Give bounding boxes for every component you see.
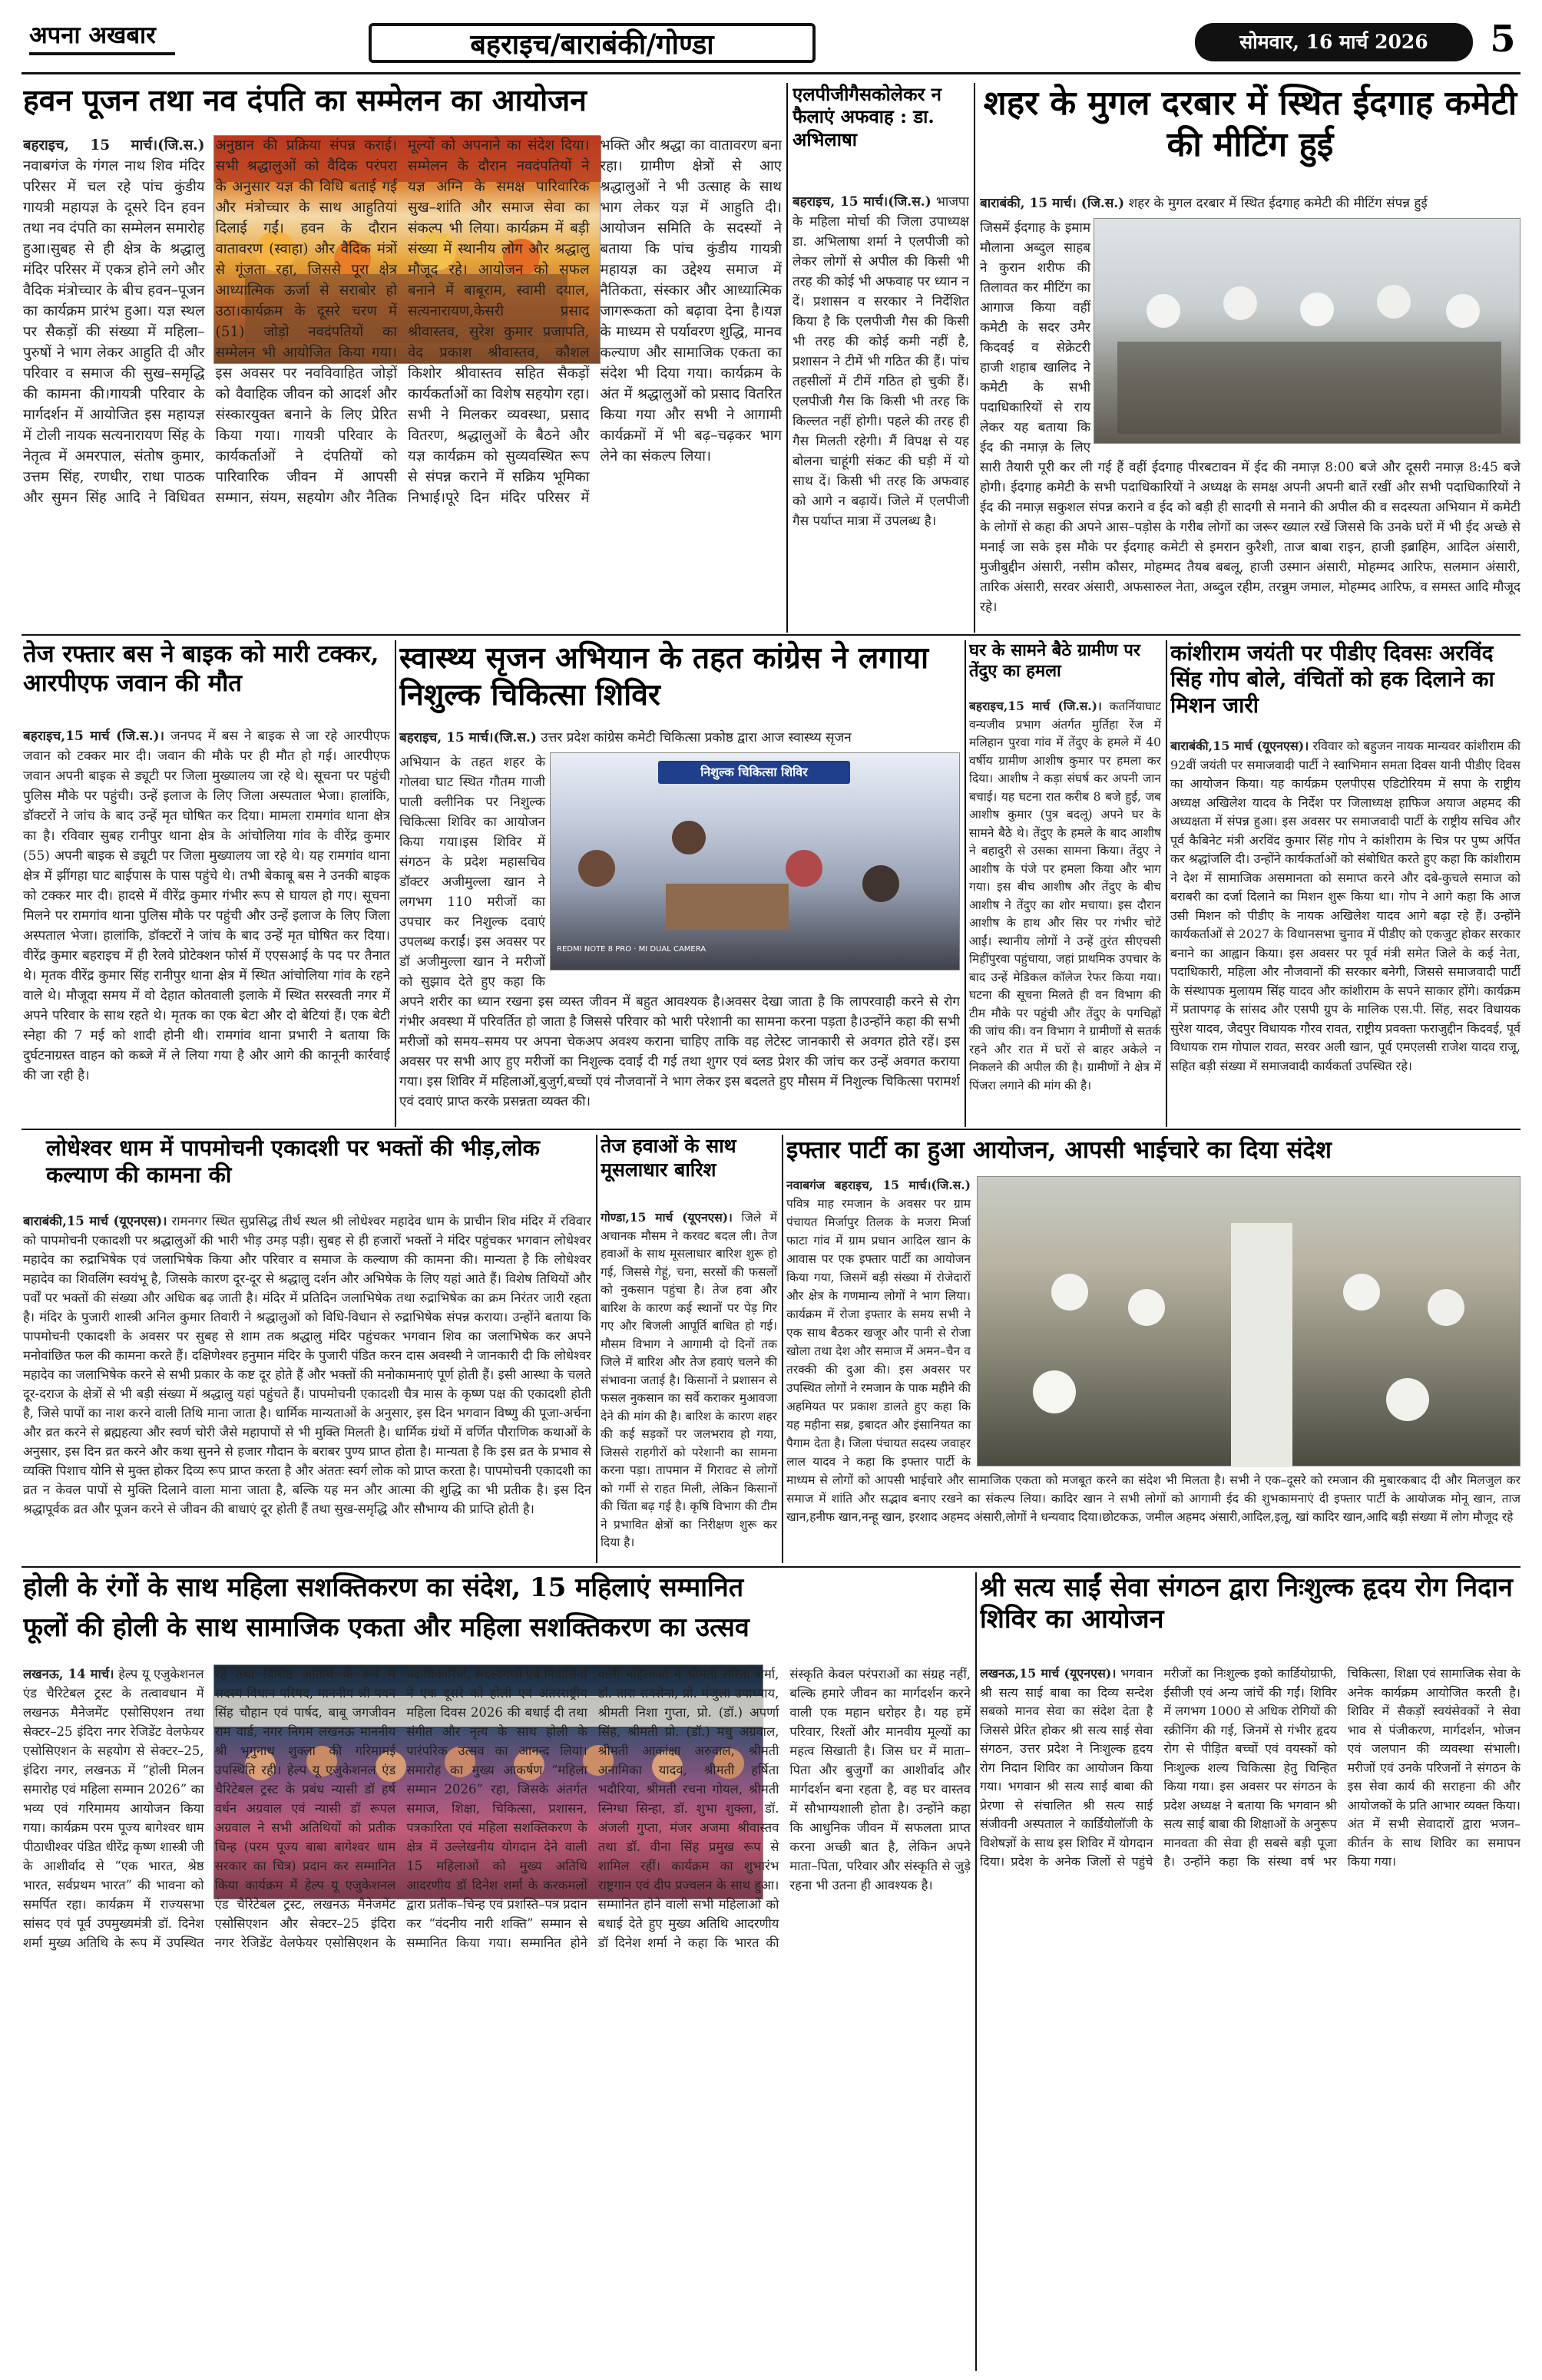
eidgah-lead xyxy=(980,193,1520,215)
havan-text: नवाबगंज के गंगल नाथ शिव मंदिर परिसर में चल रहे पांच कुंडीय गायत्री महायज्ञ के दूसरे दिन हवन तथा नव दंपति का सम्मेलन समारोह हुआ।सुबह से ही क्षेत्र के श्रद्धालु मंदिर परिसर में एकत्र होने लगे और वैदिक मंत्रोच्चार के बीच हवन–पूजन का कार्यक्रम प्रारंभ हुआ। यज्ञ स्थल पर सैकड़ों की संख्या में महिला–पुरुषों ने भाग लेकर आहुति दी और परिवार व समाज की सुख–समृद्धि की कामना की।गायत्री परिवार के मार्गदर्शन में आयोजित इस महायज्ञ में टोली नायक सत्यनारायण सिंह के नेतृत्व में अमरपाल, संतोष कुमार, उत्तम सिंह, रणधीर, राधा पाठक और सुमन सिंह आदि ने विधिवत अनुष्ठान की प्रक्रिया संपन्न कराई। सभी श्रद्धालुओं को वैदिक परंपरा के अनुसार यज्ञ की विधि बताई गई और मंत्रोच्चार के साथ आहुतियां दिलाई गईं। हवन के दौरान वातावरण (स्वाहा) और वैदिक मंत्रों से गूंजता रहा, जिससे पूरा क्षेत्र आध्यात्मिक ऊर्जा से सराबोर हो उठा।कार्यक्रम के दूसरे चरण में (51) जोड़ो नवदंपतियों का सम्मेलन भी आयोजित किया गया। इस अवसर पर नवविवाहित जोड़ों को वैवाहिक जीवन को आदर्श और संस्कारयुक्त बनाने के लिए प्रेरित किया गया। गायत्री परिवार के कार्यकर्ताओं ने दंपतियों को पारिवारिक जीवन में आपसी सम्मान, संयम, सहयोग और नैतिक मूल्यों को अपनाने का संदेश दिया। सम्मेलन के दौरान नवदंपतियों ने यज्ञ अग्नि के समक्ष पारिवारिक सुख–शांति और समाज सेवा का संकल्प भी लिया। कार्यक्रम में बड़ी संख्या में स्थानीय लोग और श्रद्धालु मौजूद रहे। आयोजन को सफल बनाने में बाबूराम, स्वामी दयाल, सत्यनारायण,केसरी प्रसाद श्रीवास्तव, सुरेश कुमार प्रजापति, वेद प्रकाश श्रीवास्तव, कौशल किशोर श्रीवास्तव सहित सैकड़ों कार्यकर्ताओं का विशेष सहयोग रहा। सभी ने मिलकर व्यवस्था, प्रसाद वितरण, श्रद्धालुओं के बैठने और यज्ञ कार्यक्रम को सुव्यवस्थित रूप से संपन्न कराने में सक्रिय भूमिका निभाई।पूरे दिन मंदिर परिसर में भक्ति और श्रद्धा का वातावरण बना रहा। ग्रामीण क्षेत्रों से आए श्रद्धालुओं ने भी उत्साह के साथ भाग लेकर यज्ञ में आहुति दी। आयोजन समिति के सदस्यों ने बताया कि पांच कुंडीय गायत्री महायज्ञ का उद्देश्य समाज में नैतिकता, संस्कार और आध्यात्मिक जागरूकता को बढ़ावा देना है।यज्ञ के माध्यम से पर्यावरण शुद्धि, मानव कल्याण और सामाजिक एकता का संदेश भी दिया गया। कार्यक्रम के अंत में श्रद्धालुओं को प्रसाद वितरित किया गया और सभी ने आगामी कार्यक्रमों में भी बढ़–चढ़कर भाग लेने का संकल्प लिया। xyxy=(23,137,782,506)
congress-lead xyxy=(399,728,960,749)
eidgah-lead-text: शहर के मुगल दरबार में स्थित ईदगाह कमेटी की मीटिंग संपन्न हुई xyxy=(1128,196,1428,211)
edition-title: बहराइच/बाराबंकी/गोण्डा xyxy=(369,23,816,63)
kanshiram-dateline: बाराबंकी,15 मार्च (यूएनएस)। xyxy=(1170,739,1309,753)
saibaba-headline: श्री सत्य साईं सेवा संगठन द्वारा निःशुल्क हृदय रोग निदान शिविर का आयोजन xyxy=(980,1572,1513,1635)
havan-photo-mask xyxy=(207,131,608,370)
row1-rule xyxy=(22,634,1520,636)
kanshiram-body xyxy=(1170,737,1520,1126)
holi-subheadline: फूलों की होली के साथ सामाजिक एकता और महिला सशक्तिकरण का उत्सव xyxy=(23,1612,749,1643)
saibaba-dateline: लखनऊ,15 मार्च (यूएनएस)। xyxy=(980,1666,1117,1681)
kanshiram-text: रविवार को बहुजन नायक मान्यवर कांशीराम की 92वीं जयंती पर समाजवादी पार्टी ने स्वाभिमान समता दिवस यानी पीडीए दिवस का आयोजन किया। यह कार्यक्रम एलपीएस एडिटोरियम में सपा के राष्ट्रीय अध्यक्ष अखिलेश यादव के निर्देश पर जिलाध्यक्ष हाफिज अयाज अहमद की अध्यक्षता में संपन्न हुआ। इस अवसर पर समाजवादी पार्टी के राष्ट्रीय सचिव और पूर्व कैबिनेट मंत्री अरविंद कुमार सिंह गोप ने कांशीराम के चित्र पर पुष्प अर्पित कर श्रद्धांजलि दी। उन्होंने कार्यकर्ताओं को संबोधित करते हुए कहा कि कांशीराम ने देश में सामाजिक असमानता को समाप्त करने और दबे-कुचले समाज को बराबरी का दर्जा दिलाने का मिशन शुरू किया था। गोप ने आगे कहा कि आज उसी मिशन को पीडीए के नायक अखिलेश यादव आगे बढ़ा रहे हैं। उन्होंने कार्यकर्ताओं से 2027 के विधानसभा चुनाव में पीडीए को एकजुट होकर सरकार बनाने का आह्वान किया। इस अवसर पर पूर्व मंत्री समेत जिले के कई नेता, पदाधिकारी, महिला और नौजवानों की सरकार बनेगी, जिससे समाजवादी पार्टी के संस्थापक मुलायम सिंह यादव और कांशीराम के सपने साकार होंगे। कार्यक्रम में प्रतापगढ़ के सांसद और एसपी ग्रुप के मालिक एस.पी. सिंह, सदर विधायक सुरेश यादव, जैदपुर विधायक गौरव रावत, राष्ट्रीय प्रवक्ता फराजुद्दीन किदवई, पूर्व विधायक राम गोपाल रावत, सरवर अली खान, पूर्व एमएलसी राजेश यादव राजू, सहित बड़ी संख्या में समाजवादी कार्यकर्ता उपस्थित रहे। xyxy=(1170,739,1520,1073)
rain-body xyxy=(601,1208,777,1557)
rain-headline: तेज हवाओं के साथ मूसलाधार बारिश xyxy=(601,1135,736,1181)
lpg-body xyxy=(793,192,969,626)
iftar-text: पवित्र माह रमजान के अवसर पर ग्राम पंचायत मिर्जापुर तिलक के मजरा मिर्जा फाटा गांव में ग्राम प्रधान आदिल खान के आवास पर एक इफ्तार पार्टी का आयोजन किया गया, जिसमें बड़ी संख्या में रोजेदारों और क्षेत्र के गणमान्य लोगों ने भाग लिया। कार्यक्रम में रोजा इफ्तार के समय सभी ने एक साथ बैठकर खजूर और पानी से रोजा खोला तथा देश और समाज में अमन–चैन व तरक्की की दुआ की। इस अवसर पर उपस्थित लोगों ने रमजान के पाक महीने की अहमियत पर प्रकाश डालते हुए कहा कि यह महीना सब्र, इबादत और इंसानियत का पैगाम देता है। जिला पंचायत सदस्य जवाहर लाल यादव ने कहा कि इफ्तार पार्टी के माध्यम से लोगों को आपसी भाईचारे और सामाजिक एकता को मजबूत करने का संदेश भी मिलता है। सभी ने एक–दूसरे को रमजान की मुबारकबाद दी और मिलजुल कर समाज में शांति और सद्भाव बनाए रखने का संकल्प लिया। कादिर खान ने सभी लोगों को आगामी ईद की शुभकामनाएं दी इफ्तार पार्टी के आयोजक मोनू खान, ताज खान,हनीफ खान,नन्हू खान, इरशाद अहमद अंसारी,लोगों ने धन्यवाद दिया।छोटकऊ, जमील अहमद अंसारी,आदिल,इलू, खां कादिर खान,आदि बड़ी संख्या में लोग मौजूद रहे xyxy=(786,1197,1520,1524)
lodheshwar-headline: लोधेश्वर धाम में पापमोचनी एकादशी पर भक्तों की भीड़,लोक कल्याण की कामना की xyxy=(46,1135,540,1188)
iftar-body xyxy=(786,1176,1520,1557)
bus-text: जनपद में बस ने बाइक से जा रहे आरपीएफ जवान को टक्कर मार दी। जवान की मौके पर ही मौत हो गई। आरपीएफ जवान अपनी बाइक से ड्यूटी पर जिला मुख्यालय जा रहे थे। सूचना पर पहुंची पुलिस मौके पर पहुंची। उन्हें इलाज के लिए जिला अस्पताल भेजा। हालांकि, डॉक्टरों ने जांच के बाद उन्हें मृत घोषित कर दिया। मामला रामगांव थाना क्षेत्र का है। रविवार सुबह रानीपुर थाना क्षेत्र के आंचोलिया गांव के वीरेंद्र कुमार (55) अपनी बाइक से ड्यूटी पर जिला मुख्यालय जा रहे थे। यह रामगांव थाना क्षेत्र में झींगहा घाट बाईपास के पास पहुंचे थे। तभी बेकाबू बस ने उनकी बाइक को टक्कर मार दी। हादसे में वीरेंद्र कुमार गंभीर रूप से घायल हो गए। सूचना मिलने पर रामगांव थाना पुलिस मौके पर पहुंची और उन्हें इलाज के लिए जिला अस्पताल भेजा। हालांकि, डॉक्टरों ने जांच के बाद उन्हें मृत घोषित कर दिया। वीरेंद्र कुमार बहराइच में ही रेलवे प्रोटेक्शन फोर्स में एएसआई के पद पर तैनात थे। मृतक वीरेंद्र कुमार सिंह रानीपुर थाना क्षेत्र में स्थित आंचोलिया गांव के रहने वाले थे। मौजूदा समय में वो देहात कोतवाली इलाके में स्थित सरस्वती नगर में अपने परिवार के साथ रहते थे। मृतक का एक बेटा और दो बेटियां हैं। एक बेटी स्नेहा की 7 मई को शादी होनी थी। रामगांव थाना प्रभारी ने बताया कि दुर्घटनाग्रस्त वाहन को कब्जे में ले लिया गया है और आगे की कानूनी कार्रवाई की जा रही है। xyxy=(23,729,390,1083)
kanshiram-headline: कांशीराम जयंती पर पीडीए दिवसः अरविंद सिंह गोप बोले, वंचितों को हक दिलाने का मिशन जारी xyxy=(1170,640,1494,719)
tendua-body xyxy=(969,697,1161,1126)
tendua-text: कतर्नियाघाट वन्यजीव प्रभाग अंतर्गत मुर्तिहा रेंज में मलिहान पुरवा गांव में तेंदुए के हमले में 40 वर्षीय ग्रामीण आशीष कुमार पर हमला कर दिया। आशीष ने कड़ा संघर्ष कर अपनी जान बचाई। यह घटना रात करीब 8 बजे हुई, जब आशीष कुमार (पुत्र बदलू) अपने घर के सामने बैठे थे। तेंदुए के हमले के बाद आशीष ने बहादुरी से उसका सामना किया। तेंदुए ने आशीष के पंजे पर हमला किया और भाग गया। इस बीच आशीष और तेंदुए के बीच आशीष ने तेंदुए का शोर मचाया। इस दौरान आशीष के हाथ और सिर पर गंभीर चोटें आईं। स्थानीय लोगों ने उन्हें तुरंत सीएचसी मिहींपुरवा पहुंचाया, जहां प्राथमिक उपचार के बाद उन्हें मेडिकल कॉलेज रेफर किया गया। घटना की सूचना मिलते ही वन विभाग की टीम मौके पर पहुंची और तेंदुए के पगचिह्नों की जांच की। वन विभाग ने ग्रामीणों से सतर्क रहने और रात में घरों से बाहर अकेले न निकलने की अपील की है। ग्रामीणों ने क्षेत्र में पिंजरा लगाने की मांग की है। xyxy=(969,699,1161,1092)
rain-dateline: गोण्डा,15 मार्च (यूएनएस)। xyxy=(601,1210,733,1225)
congress-headline: स्वास्थ्य सृजन अभियान के तहत कांग्रेस ने लगाया निशुल्क चिकित्सा शिविर xyxy=(399,640,929,712)
divider-rain-iftar xyxy=(782,1135,783,1563)
divider-bus-congress xyxy=(395,640,396,1127)
iftar-dateline: नवाबगंज बहराइच, 15 मार्च।(जि.स.) xyxy=(786,1178,971,1192)
holi-dateline: लखनऊ, 14 मार्च। xyxy=(23,1667,114,1681)
eidgah-text: जिसमें ईदगाह के इमाम मौलाना अब्दुल साहब ने कुरान शरीफ की तिलावत कर मीटिंग का आगाज किया वहीं कमेटी के सदर उमैर किदवई व सेक्रेटरी हाजी शहाब खालिद ने कमेटी के सभी पदाधिकारियों से राय लेकर यह बताया कि ईद की नमाज़ के लिए सारी तैयारी पूरी कर ली गई हैं वहीं ईदगाह पीरबटावन में ईद की नमाज़ 8:00 बजे और दूसरी नमाज़ 8:45 बजे होगी। ईदगाह कमेटी के सभी पदाधिकारियों ने अध्यक्ष के समक्ष अपनी अपनी बातें रखीं और सभी पदाधिकारियों ने ईद की नमाज़ सकुशल संपन्न कराने व ईद को बड़ी ही सादगी से मनाने की अपील की व सदस्यता अभियान में कमेटी के लोगों से कहा की अपने आस–पड़ोस के गरीब लोगों का जरूर ख्याल रखें जिससे कि उनके घरों में भी ईद अच्छे से मनाई जा सके इस मौके पर ईदगाह कमेटी से इमरान कुरैशी, ताज बाबा राइन, हाजी इब्राहिम, आदिल अंसारी, मुजीबुद्दीन अंसारी, नसीम कौसर, मोहम्मद तैयब बबलू, हाजी उस्मान अंसारी, मोहम्मद आरिफ, सलमान अंसारी, तारिक अंसारी, सरवर अंसारी, अफसारुल नेता, अब्दुल रहीम, तरन्नुम जमाल, मोहम्मद आरिफ, व समस्त आदि मौजूद रहे। xyxy=(980,220,1520,615)
iftar-photo-spacer xyxy=(971,1176,1520,1471)
congress-photo-banner: निशुल्क चिकित्सा शिविर xyxy=(658,761,850,784)
saibaba-body xyxy=(980,1664,1520,2369)
bus-body xyxy=(23,726,390,1126)
congress-lead-text: उत्तर प्रदेश कांग्रेस कमेटी चिकित्सा प्रकोष्ठ द्वारा आज स्वास्थ्य सृजन xyxy=(541,730,852,745)
issue-date: सोमवार, 16 मार्च 2026 xyxy=(1195,23,1473,61)
divider-lpg-eidgah xyxy=(974,83,975,633)
iftar-headline: इफ्तार पार्टी का हुआ आयोजन, आपसी भाईचारे का दिया संदेश xyxy=(786,1136,1332,1164)
havan-dateline: बहराइच, 15 मार्च।(जि.स.) xyxy=(23,137,205,154)
bus-headline: तेज रफ्तार बस ने बाइक को मारी टक्कर, आरपीएफ जवान की मौत xyxy=(23,640,379,697)
lpg-text: भाजपा के महिला मोर्चा की जिला उपाध्यक्ष डा. अभिलाषा शर्मा ने एलपीजी को लेकर लोगों से अपील की किसी भी तरह की कोई भी अफवाह पर ध्यान न दें। प्रशासन व सरकार ने निर्देशित किया है कि एलपीजी गैस की किसी भी तरह की कोई कमी नहीं है, प्रशासन ने टीमें भी गठित की हैं। पांच तहसीलों में टीमें गठित हो चुकी हैं। एलपीजी गैस कि किसी भी तरह कि किल्लत नहीं होगी। पहले की तरह ही गैस मिलती रहेगी। मैं विपक्ष से यह बोलना चाहूंगी संकट की घड़ी में यो साथ दें। किसी भी तरह कि अफवाह को आगे न बढ़ायें। जिले में एलपीजी गैस पर्याप्त मात्रा में उपलब्ध है। xyxy=(793,194,969,529)
holi-body xyxy=(23,1664,971,2369)
divider-congress-tendua xyxy=(965,640,966,1127)
divider-tendua-kanshiram xyxy=(1166,640,1167,1127)
eidgah-photo-spacer xyxy=(1090,218,1520,448)
congress-photo-spacer xyxy=(545,752,960,975)
eidgah-body xyxy=(980,218,1520,626)
holi-headline: होली के रंगों के साथ महिला सशक्तिकरण का संदेश, 15 महिलाएं सम्मानित xyxy=(23,1572,744,1603)
row3-rule xyxy=(22,1566,1520,1568)
eidgah-dateline: बाराबंकी, 15 मार्च। (जि.स.) xyxy=(980,196,1125,211)
masthead-rule xyxy=(22,72,1520,74)
congress-text: अभियान के तहत शहर के गोलवा घाट स्थित गौतम गाजी पाली क्लीनिक पर निशुल्क चिकित्सा शिविर का आयोजन किया गया।इस शिविर में संगठन के प्रदेश महासचिव डॉक्टर अजीमुल्ला खान ने लगभग 110 मरीजों का उपचार कर निशुल्क दवाएं उपलब्ध कराईं। इस अवसर पर डॉ अजीमुल्ला खान ने मरीजों को सुझाव देते हुए कहा कि अपने शरीर का ध्यान रखना इस व्यस्त जीवन में बहुत आवश्यक है।अवसर देखा जाता है कि लापरवाही करने से रोग गंभीर अवस्था में परिवर्तित हो जाता है जिससे परिवार को भारी परेशानी का सामना करना पड़ता है।उन्होंने कहा की सभी मरीजों को समय–समय पर अपना चेकअप अवश्य कराना चाहिए ताकि वह लेटेस्ट जानकारी से अवगत होते रहें। इस अवसर पर सभी आए हुए मरीजों का निशुल्क दवाई दी गई तथा शुगर एवं ब्लड प्रेशर की जांच कर उन्हें अवगत कराया गया। इस शिविर में महिलाओं,बुजुर्ग,बच्चों एवं नौजवानों ने भाग लेकर इस बदलते हुए मौसम में निशुल्क चिकित्सा परामर्श एवं दवाएं प्राप्त करके प्रसन्नता व्यक्त की। xyxy=(399,755,960,1109)
saibaba-text: भगवान श्री सत्य साई बाबा का दिव्य सन्देश सबको मानव सेवा का संदेश देता है जिससे प्रेरित होकर श्री सत्य साई सेवा संगठन, उत्तर प्रदेश ने निःशुल्क हृदय रोग निदान शिविर का आयोजन किया गया। भगवान श्री सत्य साई बाबा की प्रेरणा से संचालित श्री सत्य साई संजीवनी अस्पताल ने कार्डियोलॉजी के विशेषज्ञों के साथ इस शिविर में योगदान दिया। प्रदेश के अनेक जिलों से पहुंचे मरीजों का निःशुल्क इको कार्डियोग्राफी, ईसीजी एवं अन्य जांचें की गईं। शिविर में लगभग 1000 से अधिक रोगियों की स्क्रीनिंग की गई, जिनमें से गंभीर हृदय रोग से पीड़ित बच्चों एवं वयस्कों को निःशुल्क शल्य चिकित्सा हेतु चिन्हित किया गया। इस अवसर पर संगठन के प्रदेश अध्यक्ष ने बताया कि भगवान श्री सत्य साई बाबा की शिक्षाओं के अनुरूप मानवता की सेवा ही सबसे बड़ी पूजा है। उन्होंने कहा कि संस्था वर्ष भर चिकित्सा, शिक्षा एवं सामाजिक सेवा के अनेक कार्यक्रम आयोजित करती है। शिविर में सैकड़ों स्वयंसेवकों ने सेवा भाव से पंजीकरण, मार्गदर्शन, भोजन एवं जलपान की व्यवस्था संभाली। मरीजों एवं उनके परिजनों ने संगठन के इस सेवा कार्य की सराहना की और आयोजकों के प्रति आभार व्यक्त किया। अंत में सभी सेवादारों द्वारा भजन–कीर्तन के साथ शिविर का समापन किया गया। xyxy=(980,1666,1520,1869)
row2-rule xyxy=(22,1129,1520,1130)
lpg-dateline: बहराइच, 15 मार्च।(जि.स.) xyxy=(793,194,931,210)
tendua-dateline: बहराइच,15 मार्च (जि.स.)। xyxy=(969,699,1102,713)
divider-holi-saibaba xyxy=(975,1572,977,2371)
paper-name: अपना अखबार xyxy=(29,21,175,55)
lodheshwar-dateline: बाराबंकी,15 मार्च (यूएनएस)। xyxy=(23,1214,167,1228)
eidgah-headline: शहर के मुगल दरबार में स्थित ईदगाह कमेटी की मीटिंग हुई xyxy=(983,84,1517,164)
divider-lodheshwar-rain xyxy=(596,1135,597,1563)
havan-headline: हवन पूजन तथा नव दंपति का सम्मेलन का आयोजन xyxy=(23,83,587,118)
lodheshwar-text: रामनगर स्थित सुप्रसिद्ध तीर्थ स्थल श्री लोधेश्वर महादेव धाम के प्राचीन शिव मंदिर में रविवार को पापमोचनी एकादशी पर श्रद्धालुओं की भारी भीड़ उमड़ पड़ी। सुबह से ही हजारों भक्तों ने मंदिर पहुंचकर भगवान लोधेश्वर महादेव का रुद्राभिषेक एवं जलाभिषेक किया और परिवार व समाज के कल्याण की कामना की। मान्यता है कि लोधेश्वर महादेव का शिवलिंग स्वयंभू है, जिसके कारण दूर-दूर से श्रद्धालु दर्शन और अभिषेक के लिए यहां आते हैं। विशेष तिथियों और पर्वों पर भक्तों की संख्या और अधिक बढ़ जाती है। मंदिर में प्रतिदिन जलाभिषेक तथा रुद्राभिषेक का क्रम निरंतर जारी रहता है। मंदिर के पुजारी शास्त्री अनिल कुमार तिवारी ने श्रद्धालुओं को विधि-विधान से रुद्राभिषेक संपन्न कराया। उन्होंने बताया कि पापमोचनी एकादशी के अवसर पर सुबह से शाम तक श्रद्धालु मंदिर पहुंचकर भगवान शिव का जलाभिषेक कर अपने मनोवांछित फल की कामना करते हैं। दक्षिणेश्वर हनुमान मंदिर के पुजारी पंडित करन दास अवस्थी ने जानकारी दी कि लोधेश्वर महादेव का जलाभिषेक करने से सभी प्रकार के कष्ट दूर होते हैं और भक्तों की मनोकामनाएं पूर्ण होती हैं। इसी आस्था के चलते दूर-दराज के क्षेत्रों से भी बड़ी संख्या में श्रद्धालु यहां पहुंचते हैं। पापमोचनी एकादशी चैत्र मास के कृष्ण पक्ष की एकादशी होती है, जिसे पापों का नाश करने वाली तिथि माना जाता है। धार्मिक मान्यताओं के अनुसार, इस दिन भगवान विष्णु की पूजा-अर्चना और व्रत करने से ब्रह्महत्या और स्वर्ण चोरी जैसे महापापों से भी मुक्ति मिलती है। धार्मिक ग्रंथों में वर्णित पौराणिक कथाओं के अनुसार, इस दिन व्रत करने और कथा सुनने से हजार गौदान के बराबर पुण्य प्राप्त होता है। मान्यता है कि इस व्रत के प्रभाव से व्यक्ति पिशाच योनि से मुक्त होकर दिव्य रूप प्राप्त करता है और अंततः स्वर्ग लोक को प्राप्त करता है। पापमोचनी एकादशी का व्रत न केवल पापों से मुक्ति दिलाने वाला माना जाता है, बल्कि यह मन और आत्मा की शुद्धि का भी प्रतीक है। इस दिन श्रद्धापूर्वक व्रत और पूजन करने से जीवन की बाधाएं दूर होती हैं तथा सुख-समृद्धि और सौभाग्य की प्राप्ति होती है। xyxy=(23,1214,591,1516)
page-number: 5 xyxy=(1490,18,1516,61)
tendua-headline: घर के सामने बैठे ग्रामीण पर तेंदुए का हमला xyxy=(969,640,1140,681)
lodheshwar-body xyxy=(23,1211,591,1557)
bus-dateline: बहराइच,15 मार्च (जि.स.)। xyxy=(23,729,164,744)
divider-havan-lpg xyxy=(786,83,788,633)
rain-text: जिले में अचानक मौसम ने करवट बदल ली। तेज हवाओं के साथ मूसलाधार बारिश शुरू हो गई, जिससे गेहूं, चना, सरसों की फसलों को नुकसान पहुंचा है। तेज हवा और बारिश के कारण कई स्थानों पर पेड़ गिर गए और बिजली आपूर्ति बाधित हो गई। मौसम विभाग ने आगामी दो दिनों तक जिले में बारिश और तेज हवाएं चलने की संभावना जताई है। किसानों ने प्रशासन से फसल नुकसान का सर्वे कराकर मुआवजा देने की मांग की है। बारिश के कारण शहर की कई सड़कों पर जलभराव हो गया, जिससे राहगीरों को परेशानी का सामना करना पड़ा। तापमान में गिरावट से लोगों को गर्मी से राहत मिली, लेकिन किसानों की चिंता बढ़ गई है। कृषि विभाग की टीम ने प्रभावित क्षेत्रों का निरीक्षण शुरू कर दिया है। xyxy=(601,1211,777,1549)
congress-body xyxy=(399,752,960,1126)
congress-dateline: बहराइच, 15 मार्च।(जि.स.) xyxy=(399,730,537,745)
masthead xyxy=(0,0,1542,71)
holi-text: हेल्प यू एजुकेशनल एंड चैरिटेबल ट्रस्ट के तत्वावधान में लखनऊ मैनेजमेंट एसोसिएशन तथा सेक्टर–25 इंदिरा नगर रेजिडेंट वेलफेयर एसोसिएशन के सहयोग से सेक्टर–25, इंदिरा नगर, लखनऊ में “होली मिलन समारोह एवं महिला सम्मान 2026” का भव्य एवं गरिमामय आयोजन किया गया। कार्यक्रम परम पूज्य बागेश्वर धाम पीठाधीश्वर पंडित धीरेंद्र कृष्ण शास्त्री जी के आशीर्वाद से “एक भारत, श्रेष्ठ भारत, सर्वप्रथम भारत” की भावना को समर्पित रहा। कार्यक्रम में राज्यसभा सांसद एवं पूर्व उपमुख्यमंत्री डॉ. दिनेश शर्मा मुख्य अतिथि के रूप में उपस्थित रहे तथा विशिष्ट अतिथि के रूप में सदस्य विधान परिषद, माननीय श्री पवन सिंह चौहान एवं पार्षद, बाबू जगजीवन राम वार्ड, नगर निगम लखनऊ माननीय श्री भृगुनाथ शुक्ला की गरिमामई उपस्थिति रही। हेल्प यू एजुकेशनल एंड चैरिटेबल ट्रस्ट के प्रबंध न्यासी डॉ हर्ष वर्धन अग्रवाल एवं न्यासी डॉ रूपल अग्रवाल ने सभी अतिथियों को प्रतीक चिन्ह (परम पूज्य बाबा बागेश्वर धाम सरकार का चित्र) प्रदान कर सम्मानित किया कार्यक्रम में हेल्प यू एजुकेशनल एंड चैरिटेबल ट्रस्ट, लखनऊ मैनेजमेंट एसोसिएशन और सेक्टर–25 इंदिरा नगर रेजिडेंट वेलफेयर एसोसिएशन के पदाधिकारियों, सदस्यगणों एवं निवासियों ने एक दूसरे को होली एवं अंतरराष्ट्रीय महिला दिवस 2026 की बधाई दी तथा संगीत और नृत्य के साथ होली के पारंपरिक उत्सव का आनन्द लिया। समारोह का मुख्य आकर्षण “महिला सम्मान 2026” रहा, जिसके अंतर्गत समाज, शिक्षा, चिकित्सा, प्रशासन, पत्रकारिता एवं महिला सशक्तिकरण के क्षेत्र में उल्लेखनीय योगदान देने वाली 15 महिलाओं को मुख्य अतिथि आदरणीय डॉ दिनेश शर्मा के करकमलों द्वारा प्रतीक–चिन्ह एवं प्रशस्ति–पत्र प्रदान कर “वंदनीय नारी शक्ति” सम्मान से सम्मानित किया गया। सम्मानित होने वाली महिलाओं में श्रीमती सरिता शर्मा, डॉ. तारा सक्सेना, प्रो. मंजुला उपाध्याय, श्रीमती निशा गुप्ता, प्रो. (डॉ.) अपर्णा सिंह, श्रीमती प्रो. (डॉ.) मधु अग्रवाल, श्रीमती आकांक्षा अरुवाल, श्रीमती अनामिका यादव, श्रीमती हर्षिता भदौरिया, श्रीमती रचना गोयल, श्रीमती स्निग्धा सिन्हा, डॉ. शुभा शुक्ला, डॉ. अंजली गुप्ता, मंजर अजमा श्रीवास्तव तथा डॉ. वीना सिंह प्रमुख रूप से शामिल रहीं। कार्यक्रम का शुभारंभ राष्ट्रगान एवं दीप प्रज्वलन के साथ हुआ। सम्मानित होने वाली सभी महिलाओं को बधाई देते हुए मुख्य अतिथि आदरणीय डॉ दिनेश शर्मा ने कहा कि भारत की संस्कृति केवल परंपराओं का संग्रह नहीं, बल्कि हमारे जीवन का मार्गदर्शन करने वाली एक महान धरोहर है। यह हमें परिवार, रिश्तों और मानवीय मूल्यों का महत्व सिखाती है। जिस घर में माता–पिता और बुजुर्गों का आशीर्वाद और मार्गदर्शन बना रहता है, वह घर वास्तव में सौभाग्यशाली होता है। उन्होंने कहा कि आधुनिक जीवन में सफलता प्राप्त करना अच्छी बात है, लेकिन अपने माता–पिता, परिवार और संस्कृति से जुड़े रहना भी उतना ही आवश्यक है। xyxy=(23,1667,971,1950)
lpg-headline: एलपीजीगैसकोलेकर न फैलाएं अफवाह : डा. अभिलाषा xyxy=(793,83,941,150)
congress-photo-stamp: REDMI NOTE 8 PRO · MI DUAL CAMERA xyxy=(557,945,706,954)
